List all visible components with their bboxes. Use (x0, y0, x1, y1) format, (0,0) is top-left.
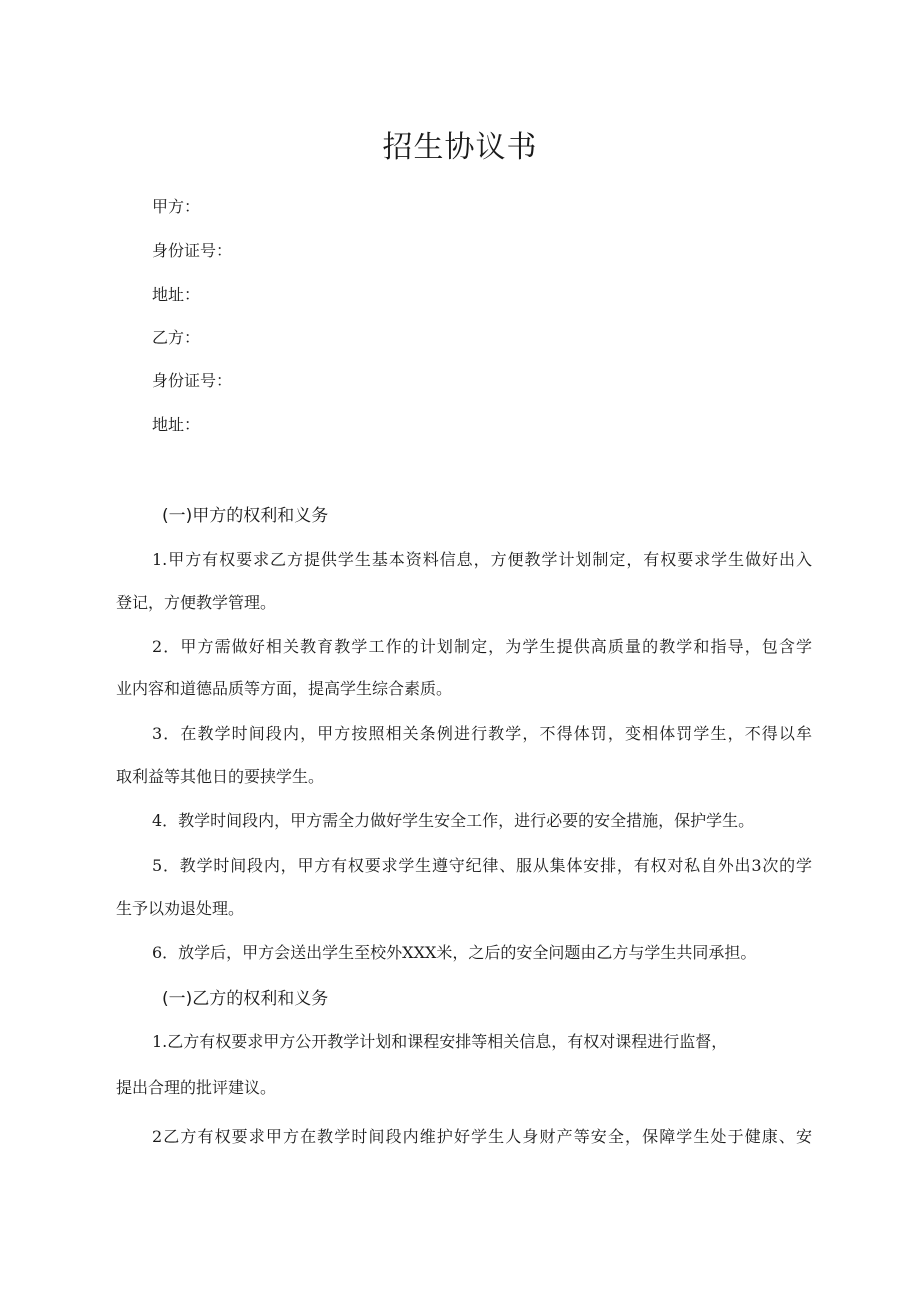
clause-a1-line-2: 登记，方便教学管理。 (116, 593, 277, 612)
section-heading-party-b: (一)乙方的权利和义务 (162, 989, 329, 1009)
clause-a3-line-1: 3．在教学时间段内，甲方按照相关条例进行教学，不得体罚，变相体罚学生，不得以牟 (152, 724, 812, 743)
clause-a6-line-1: 6．放学后，甲方会送出学生至校外XXX米，之后的安全问题由乙方与学生共同承担。 (152, 943, 757, 962)
clause-a1-line-1: 1.甲方有权要求乙方提供学生基本资料信息，方便教学计划制定，有权要求学生做好出入 (152, 550, 812, 569)
clause-b1-line-2: 提出合理的批评建议。 (116, 1078, 277, 1097)
clause-b2-line-1: 2乙方有权要求甲方在教学时间段内维护好学生人身财产等安全，保障学生处于健康、安 (152, 1127, 812, 1146)
party-b-address-field: 地址： (152, 415, 201, 434)
clause-a4-line-1: 4．教学时间段内，甲方需全力做好学生安全工作，进行必要的安全措施，保护学生。 (152, 811, 755, 830)
party-a-name-field: 甲方： (152, 197, 201, 216)
party-b-name-field: 乙方： (152, 328, 201, 347)
clause-a2-line-1: 2．甲方需做好相关教育教学工作的计划制定，为学生提供高质量的教学和指导，包含学 (152, 637, 812, 656)
party-a-id-field: 身份证号： (152, 241, 233, 260)
clause-a5-line-2: 生予以劝退处理。 (116, 899, 245, 918)
clause-a2-line-2: 业内容和道德品质等方面，提高学生综合素质。 (116, 679, 453, 698)
document-title: 招生协议书 (382, 130, 538, 165)
party-b-id-field: 身份证号： (152, 371, 233, 390)
party-a-address-field: 地址： (152, 285, 201, 304)
section-heading-party-a: (一)甲方的权利和义务 (162, 506, 329, 526)
clause-a3-line-2: 取利益等其他日的要挟学生。 (116, 767, 325, 786)
clause-a5-line-1: 5．教学时间段内，甲方有权要求学生遵守纪律、服从集体安排，有权对私自外出3次的学 (152, 856, 812, 875)
clause-b1-line-1: 1.乙方有权要求甲方公开教学计划和课程安排等相关信息，有权对课程进行监督， (152, 1032, 728, 1051)
